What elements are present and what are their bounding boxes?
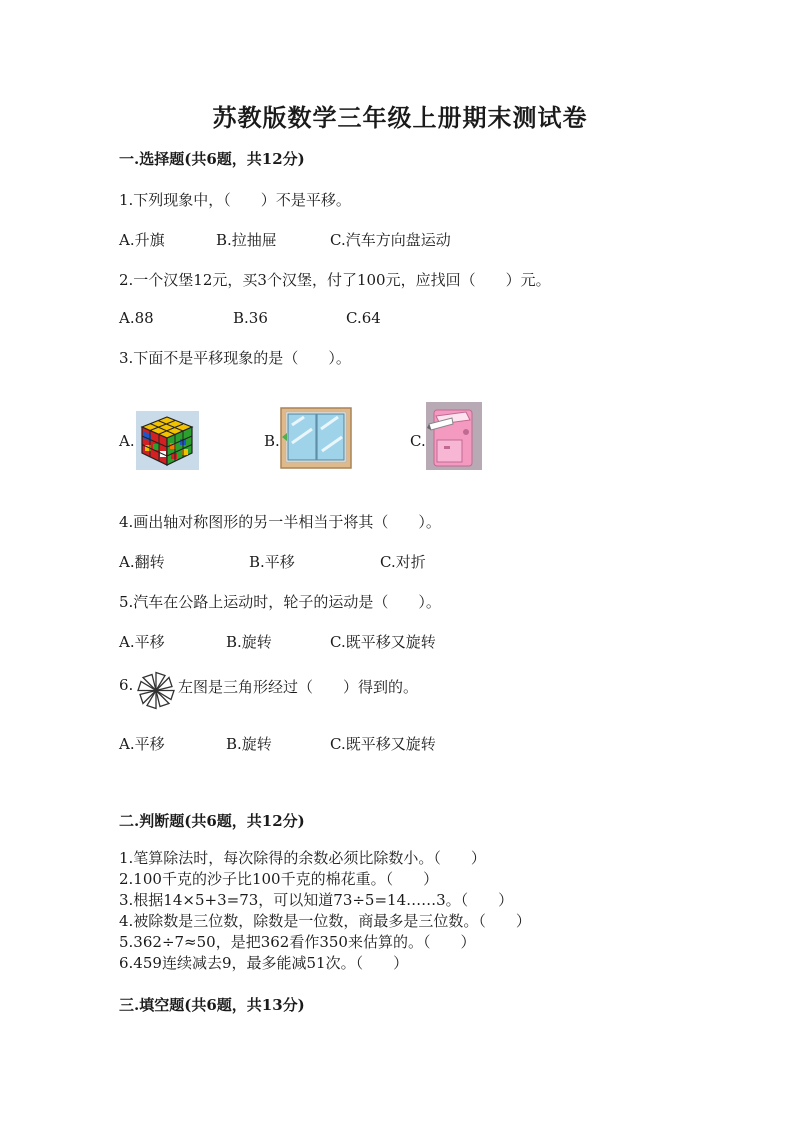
- section-heading-choice: 一.选择题(共6题，共12分): [119, 150, 305, 168]
- pink-pencil-sharpener-icon: [426, 402, 482, 470]
- q1-option-c: C.汽车方向盘运动: [330, 231, 451, 249]
- judgement-item: 1.笔算除法时，每次除得的余数必须比除数小。（ ）: [119, 849, 486, 867]
- q3-option-b: B.: [264, 432, 280, 450]
- page-title: 苏教版数学三年级上册期末测试卷: [212, 103, 588, 132]
- q2-option-a: A.88: [119, 309, 154, 327]
- q1-option-a: A.升旗: [119, 231, 165, 249]
- q1-option-b: B.拉抽屉: [216, 231, 277, 249]
- question-6: 左图是三角形经过（ ）得到的。: [178, 678, 419, 696]
- q3-option-c: C.: [410, 432, 426, 450]
- q4-option-a: A.翻转: [119, 553, 165, 571]
- question-2: 2.一个汉堡12元，买3个汉堡，付了100元，应找回（ ）元。: [119, 271, 551, 289]
- q2-option-c: C.64: [346, 309, 381, 327]
- judgement-item: 2.100千克的沙子比100千克的棉花重。（ ）: [119, 870, 439, 888]
- judgement-item: 4.被除数是三位数，除数是一位数，商最多是三位数。（ ）: [119, 912, 531, 930]
- question-6-number: 6.: [119, 676, 134, 694]
- judgement-item: 5.362÷7≈50，是把362看作350来估算的。（ ）: [119, 933, 476, 951]
- q5-option-c: C.既平移又旋转: [330, 633, 436, 651]
- q5-option-a: A.平移: [119, 633, 165, 651]
- q3-option-a: A.: [119, 432, 135, 450]
- q5-option-b: B.旋转: [226, 633, 272, 651]
- question-3: 3.下面不是平移现象的是（ ）。: [119, 349, 351, 367]
- rubiks-cube-icon: [136, 411, 199, 470]
- q4-option-c: C.对折: [380, 553, 426, 571]
- question-4: 4.画出轴对称图形的另一半相当于将其（ ）。: [119, 513, 441, 531]
- q4-option-b: B.平移: [249, 553, 295, 571]
- judgement-item: 3.根据14×5+3=73，可以知道73÷5=14……3。（ ）: [119, 891, 514, 909]
- pinwheel-triangles-icon: [137, 670, 175, 711]
- judgement-item: 6.459连续减去9，最多能减51次。（ ）: [119, 954, 409, 972]
- q6-option-a: A.平移: [119, 735, 165, 753]
- question-1: 1.下列现象中，（ ）不是平移。: [119, 191, 351, 209]
- question-5: 5.汽车在公路上运动时，轮子的运动是（ ）。: [119, 593, 441, 611]
- q6-option-b: B.旋转: [226, 735, 272, 753]
- q6-option-c: C.既平移又旋转: [330, 735, 436, 753]
- sliding-window-icon: [280, 407, 352, 469]
- q2-option-b: B.36: [233, 309, 268, 327]
- section-heading-fill-in: 三.填空题(共6题，共13分): [119, 996, 305, 1014]
- section-heading-judgement: 二.判断题(共6题，共12分): [119, 812, 305, 830]
